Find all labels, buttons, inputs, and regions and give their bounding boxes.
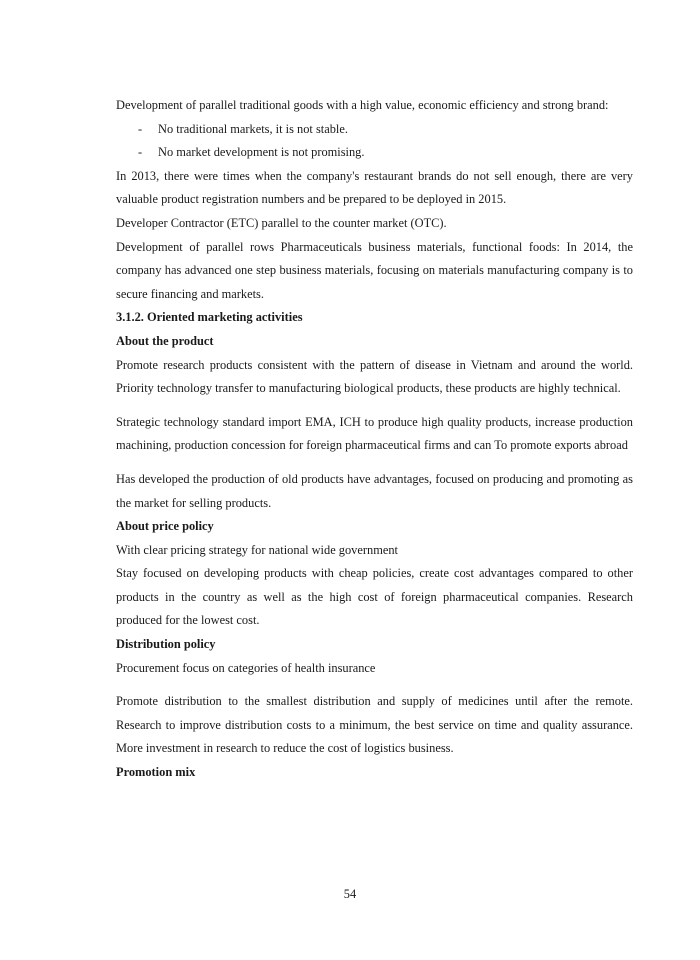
paragraph-pricing-strategy: With clear pricing strategy for national wide government xyxy=(116,542,398,557)
subheading-product: About the product xyxy=(116,333,214,348)
paragraph-procurement: Procurement focus on categories of health insurance xyxy=(116,660,376,675)
list-item xyxy=(116,118,633,142)
paragraph-traditional-goods: Development of parallel traditional goods with a high value, economic efficiency and strong brand: xyxy=(116,98,609,112)
section-heading: 3.1.2. Oriented marketing activities xyxy=(116,310,303,325)
subheading-price-policy: About price policy xyxy=(116,519,214,534)
document-body xyxy=(116,94,633,785)
paragraph-old-products: Has developed the production of old products have advantages, focused on producing and promoting as the market for selling products. xyxy=(116,471,633,510)
paragraph-cheap-policies: Stay focused on developing products with cheap policies, create cost advantages compared to other products in the country as well as the high cost of foreign pharmaceutical companies. Research produced for the lowest cost. xyxy=(116,566,633,628)
list-item xyxy=(116,141,633,165)
paragraph-etc-otc: Developer Contractor (ETC) parallel to the counter market (OTC). xyxy=(116,215,447,230)
paragraph-promote-distribution: Promote distribution to the smallest distribution and supply of medicines until after the remote. Research to improve distribution costs to a minimum, the best service on time and quality assurance. More investment in research to reduce the cost of logistics business. xyxy=(116,694,633,756)
bullet-dash: - xyxy=(138,121,143,136)
subheading-distribution-policy: Distribution policy xyxy=(116,637,216,652)
paragraph-research-products: Promote research products consistent with the pattern of disease in Vietnam and around the world. Priority technology transfer to manufacturing biological products, these products are highly technical. xyxy=(116,357,633,396)
page-number: 54 xyxy=(343,887,357,901)
paragraph-2013: In 2013, there were times when the company's restaurant brands do not sell enough, there are very valuable product registration numbers and be prepared to be deployed in 2015. xyxy=(116,168,633,207)
paragraph-pharmaceuticals: Development of parallel rows Pharmaceuticals business materials, functional foods: In 2014, the company has advanced one step business materials, focusing on materials manufacturing company is to secure financing and markets. xyxy=(116,239,633,301)
bullet-dash: - xyxy=(138,145,143,160)
list-item-text: No traditional markets, it is not stable. xyxy=(158,121,348,136)
subheading-promotion-mix: Promotion mix xyxy=(116,765,196,780)
list-item-text: No market development is not promising. xyxy=(158,145,365,160)
paragraph-strategic-technology: Strategic technology standard import EMA, ICH to produce high quality products, increase production machining, production concession for foreign pharmaceutical firms and can To promote exports abroad xyxy=(116,414,633,453)
